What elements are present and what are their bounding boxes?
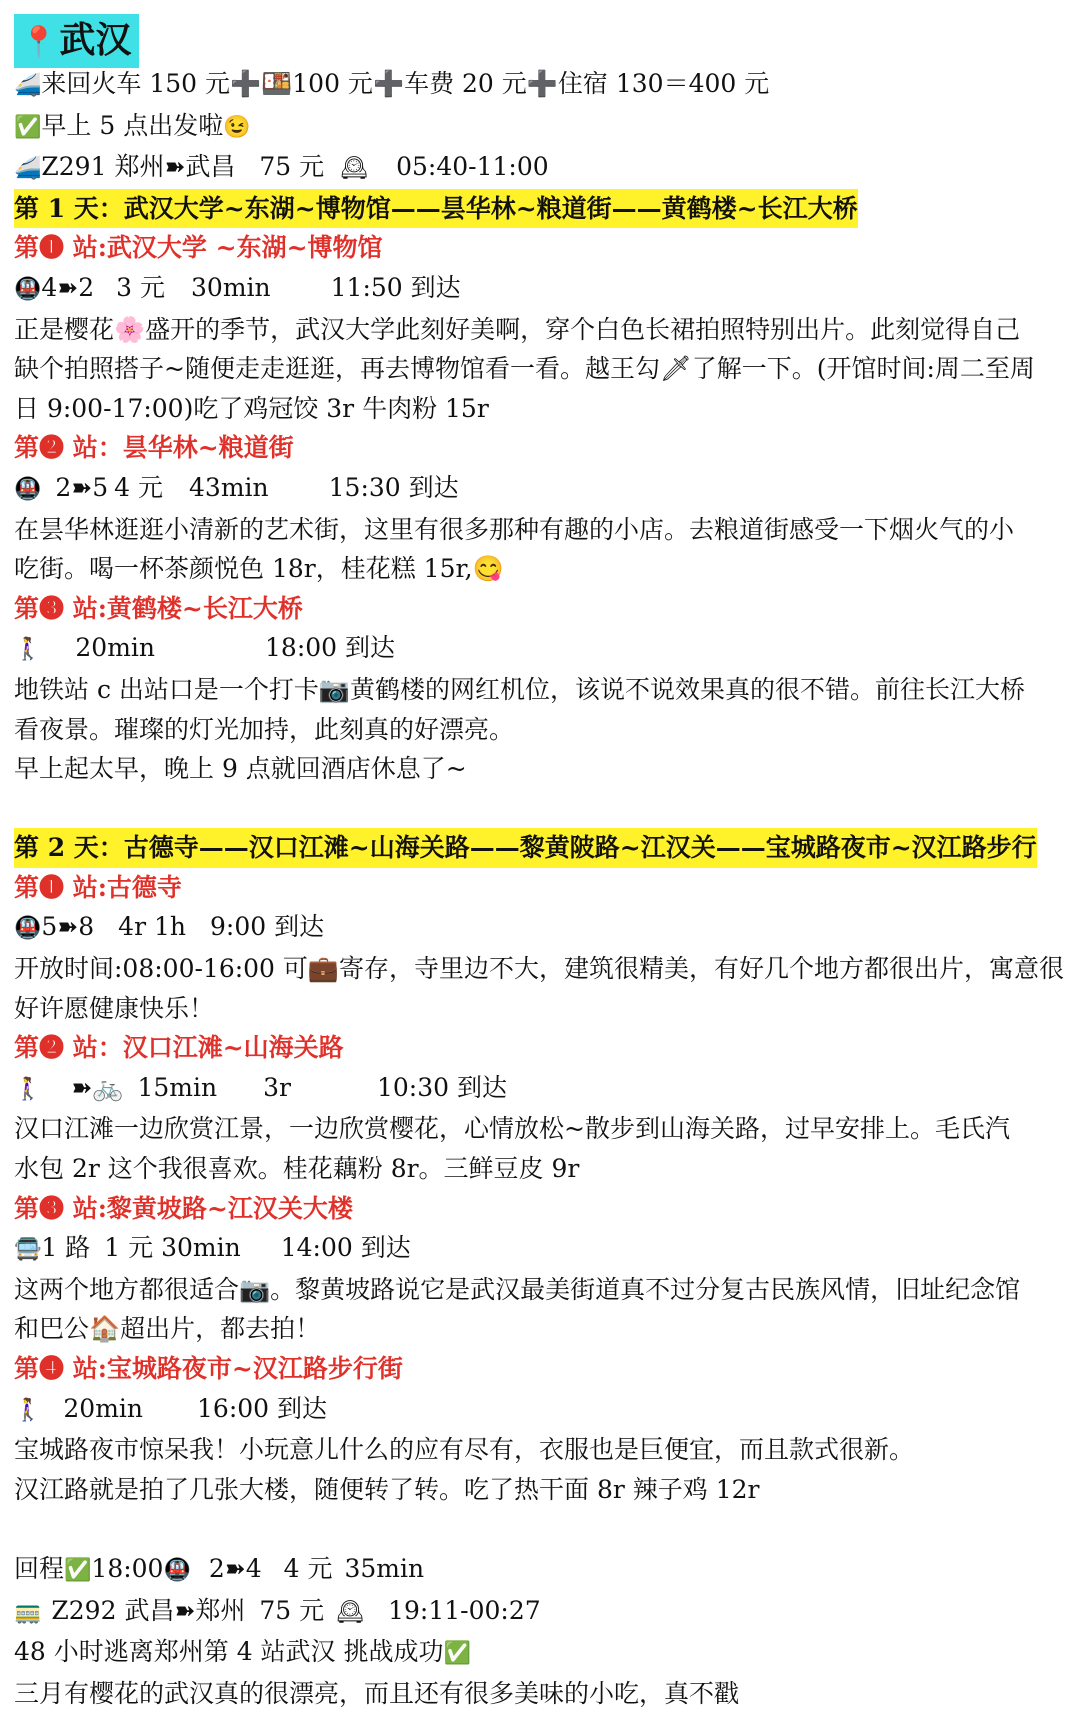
clock-icon: 🕰 (340, 156, 369, 182)
cost-line: 🚄来回火车 150 元➕🍱100 元➕车费 20 元➕住宿 130＝400 元 (14, 69, 770, 98)
walking-icon: 🚶‍♀️ (14, 1076, 42, 1102)
day2-station-2-label: 第❷ 站：汉口江滩~山海关路 (14, 1033, 344, 1063)
title-text: 武汉 (59, 20, 132, 61)
wink-icon: 😉 (223, 114, 251, 140)
day1-station-1-text: 正是樱花🌸盛开的季节，武汉大学此刻好美啊，穿个白色长裙拍照特别出片。此刻觉得自己 (14, 314, 1021, 344)
day1-station-1-transport: 🚇4➽2 3 元 30min 11:50 到达 (14, 272, 461, 302)
spacer (14, 789, 1066, 829)
return-line: 回程✅18:00🚇 2➽4 4 元 35min (14, 1553, 425, 1583)
bus-icon: 🚍 (14, 1237, 42, 1263)
train-icon: 🚄 (14, 156, 42, 182)
day2-heading: 第 2 天：古德寺——汉口江滩~山海关路——黎黄陂路~江汉关——宝城路夜市~汉江路步行 (14, 828, 1037, 868)
day2-station-3-text: 这两个地方都很适合📷。黎黄坡路说它是武汉最美街道真不过分复古民族风情，旧址纪念馆 (14, 1274, 1021, 1304)
day2-station-4-label: 第❹ 站:宝城路夜市~汉江路步行街 (14, 1354, 403, 1383)
metro-icon: 🚇 (14, 276, 42, 302)
day2-station-1-transport: 🚇5➽8 4r 1h 9:00 到达 (14, 912, 325, 942)
day1-station-1-text: 日 9:00-17:00)吃了鸡冠饺 3r 牛肉粉 15r (14, 393, 489, 423)
day1-heading-row (14, 189, 1066, 229)
day1-station-2-text: 在昙华林逛逛小清新的艺术街，这里有很多那种有趣的小店。去粮道街感受一下烟火气的小 (14, 514, 1015, 544)
train-out-line: 🚄Z291 郑州➽武昌 75 元 🕰 05:40-11:00 (14, 152, 549, 182)
metro-icon: 🚇 (14, 916, 42, 942)
day2-station-4-transport: 🚶‍♀️ 20min 16:00 到达 (14, 1393, 328, 1423)
day1-station-3-transport: 🚶‍♀️ 20min 18:00 到达 (14, 633, 396, 663)
check-icon: ✅ (443, 1641, 471, 1667)
day1-heading: 第 1 天：武汉大学~东湖~博物馆——昙华林~粮道街——黄鹤楼~长江大桥 (14, 189, 858, 229)
day2-station-1-label: 第❶ 站:古德寺 (14, 872, 182, 902)
train-icon: 🚄 (14, 73, 42, 98)
train-back-line: 🚃 Z292 武昌➽郑州 75 元 🕰 19:11-00:27 (14, 1595, 541, 1625)
challenge-line: 48 小时逃离郑州第 4 站武汉 挑战成功✅ (14, 1637, 471, 1667)
day2-heading-row (14, 828, 1066, 868)
check-icon: ✅ (64, 1557, 92, 1583)
walking-icon: 🚶‍♀️ (14, 637, 42, 663)
day1-station-3-label: 第❸ 站:黄鹤楼~长江大桥 (14, 593, 303, 623)
walking-icon: 🚶‍♀️ (14, 1397, 42, 1423)
day1-station-3-text: 早上起太早，晚上 9 点就回酒店休息了~ (14, 754, 467, 784)
spacer (14, 1509, 1066, 1549)
day2-station-3-text: 和巴公🏠超出片，都去拍！ (14, 1314, 321, 1344)
day2-station-4-text: 宝城路夜市惊呆我！小玩意儿什么的应有尽有，衣服也是巨便宜，而且款式很新。 (14, 1435, 915, 1465)
check-icon: ✅ (14, 114, 42, 140)
day1-station-3-text: 地铁站 c 出站口是一个打卡📷黄鹤楼的网红机位，该说不说效果真的很不错。前往长江大桥 (14, 674, 1026, 704)
day1-station-2-text: 吃街。喝一杯茶颜悦色 18r，桂花糕 15r,😋 (14, 554, 504, 584)
day2-station-1-text: 好许愿健康快乐！ (14, 993, 215, 1023)
day2-station-2-text: 水包 2r 这个我很喜欢。桂花藕粉 8r。三鲜豆皮 9r (14, 1154, 580, 1184)
day2-station-2-transport: 🚶‍♀️ ➽🚲 15min 3r 10:30 到达 (14, 1072, 507, 1102)
day2-station-3-transport: 🚍1 路 1 元 30min 14:00 到达 (14, 1233, 411, 1263)
day2-station-1-text: 开放时间:08:00-16:00 可💼寄存，寺里边不大，建筑很精美，有好几个地方都很出片，寓意很 (14, 954, 1065, 984)
title-bar (14, 0, 1066, 64)
train-icon: 🚃 (14, 1599, 42, 1625)
day2-station-3-label: 第❸ 站:黎黄坡路~江汉关大楼 (14, 1193, 353, 1223)
metro-icon: 🚇 (163, 1557, 191, 1583)
day1-station-3-text: 看夜景。璀璨的灯光加持，此刻真的好漂亮。 (14, 714, 515, 744)
day1-station-1-text: 缺个拍照搭子~随便走走逛逛，再去博物馆看一看。越王勾🗡了解一下。(开馆时间:周二至周 (14, 354, 1035, 384)
day2-station-4-text: 汉江路就是拍了几张大楼，随便转了转。吃了热干面 8r 辣子鸡 12r (14, 1474, 760, 1504)
clock-icon: 🕰 (336, 1599, 365, 1625)
closing-line: 三月有樱花的武汉真的很漂亮，而且还有很多美味的小吃，真不戳 (14, 1678, 740, 1708)
pin-icon: 📍 (20, 25, 58, 60)
day2-station-2-text: 汉口江滩一边欣赏江景，一边欣赏樱花，心情放松~散步到山海关路，过早安排上。毛氏汽 (14, 1114, 1010, 1144)
metro-icon: 🚇 (14, 476, 42, 502)
day1-station-2-label: 第❷ 站：昙华林~粮道街 (14, 433, 294, 463)
depart-line: ✅早上 5 点出发啦😉 (14, 110, 251, 140)
day1-station-2-transport: 🚇 2➽5 4 元 43min 15:30 到达 (14, 472, 459, 502)
day1-station-1-label: 第❶ 站:武汉大学 ~东湖~博物馆 (14, 233, 383, 263)
page-title (14, 14, 139, 68)
